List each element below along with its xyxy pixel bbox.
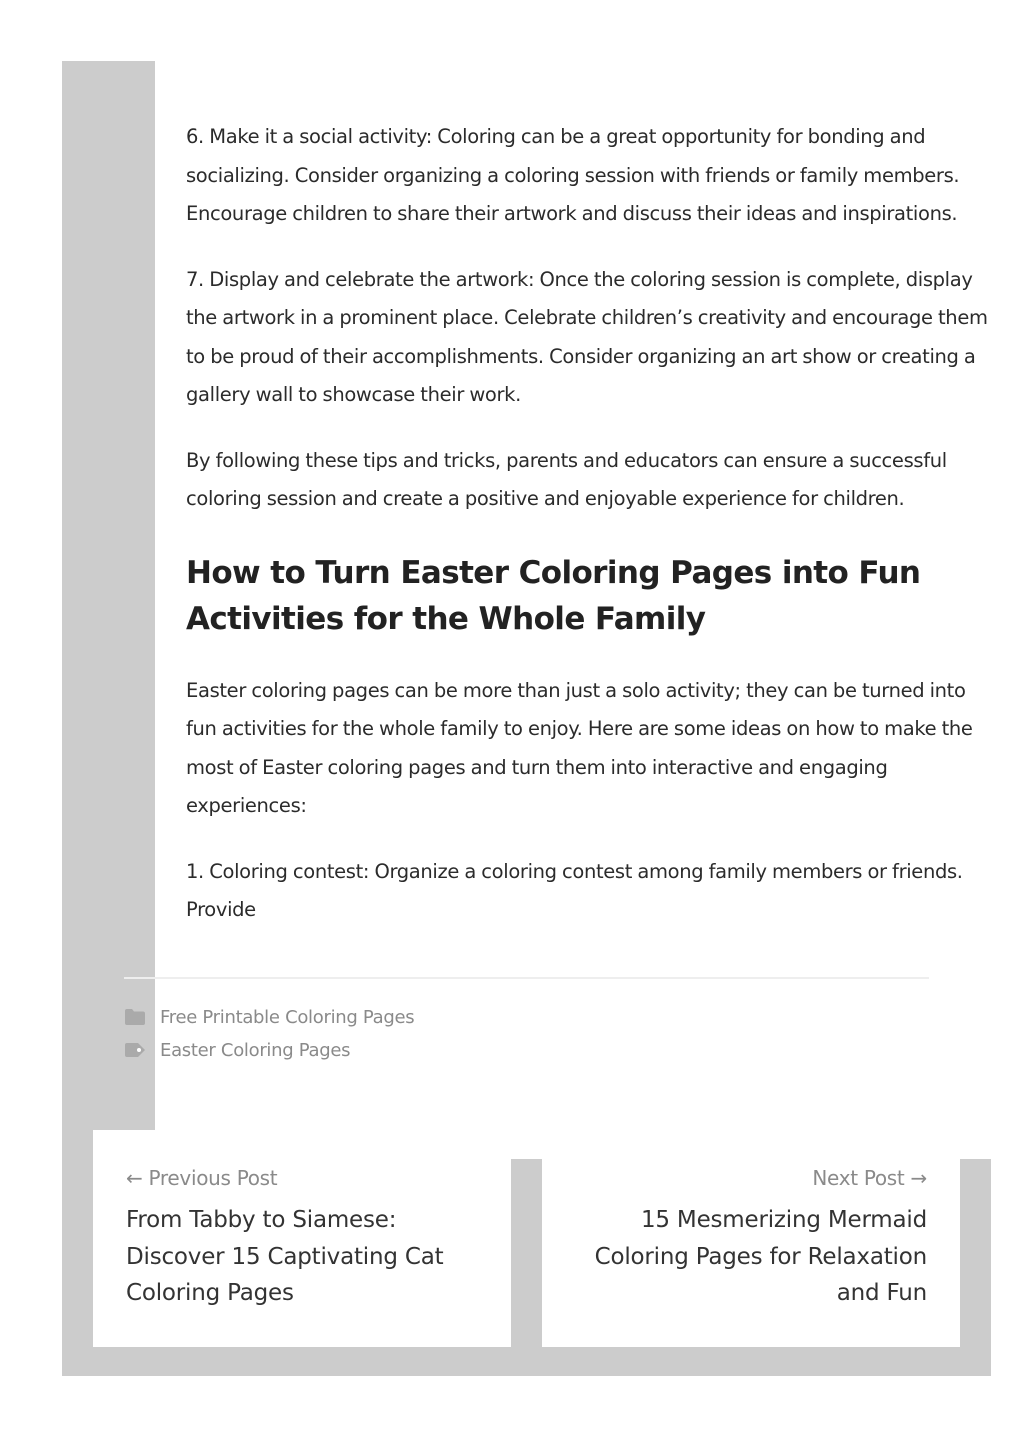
category-link[interactable]: Free Printable Coloring Pages [160, 1006, 415, 1028]
paragraph-social-activity: 6. Make it a social activity: Coloring can be a great opportunity for bonding and socializing. Consider organizing a coloring session with friends or family members. Encourage children to share their artwork and discuss their ideas and inspirations. [186, 125, 960, 225]
previous-post-link[interactable]: From Tabby to Siamese: Discover 15 Captivating Cat Coloring Pages [126, 1207, 444, 1306]
meta-divider [124, 977, 929, 979]
paragraph-family-intro: Easter coloring pages can be more than just a solo activity; they can be turned into fun activities for the whole family to enjoy. Here are some ideas on how to make the most of Easter coloring pages and turn them into interactive and engaging experiences: [186, 678, 973, 817]
next-post-label: Next Post → [812, 1166, 927, 1190]
next-post-link[interactable]: 15 Mesmerizing Mermaid Coloring Pages for Relaxation and Fun [594, 1207, 927, 1306]
article-content-card [155, 61, 1022, 1159]
paragraph-coloring-contest: 1. Coloring contest: Organize a coloring contest among family members or friends. Provide [186, 859, 963, 921]
paragraph-display-artwork: 7. Display and celebrate the artwork: Once the coloring session is complete, display the artwork in a prominent place. Celebrate children’s creativity and encourage them to be proud of their accomplishments. Consider organizing an art show or creating a gallery wall to showcase their work. [186, 267, 988, 406]
post-category [124, 1004, 414, 1030]
tag-link[interactable]: Easter Coloring Pages [160, 1039, 351, 1061]
folder-icon [124, 1004, 150, 1030]
tag-icon [124, 1037, 150, 1063]
post-tag [124, 1037, 350, 1063]
page-background-frame [62, 61, 991, 1376]
next-post-card[interactable] [542, 1130, 960, 1347]
previous-post-card[interactable] [93, 1130, 511, 1347]
section-heading: How to Turn Easter Coloring Pages into Fun Activities for the Whole Family [186, 554, 921, 637]
article-body [186, 118, 992, 957]
paragraph-conclusion: By following these tips and tricks, parents and educators can ensure a successful coloring session and create a positive and enjoyable experience for children. [186, 448, 947, 510]
previous-post-label: ← Previous Post [126, 1166, 278, 1190]
